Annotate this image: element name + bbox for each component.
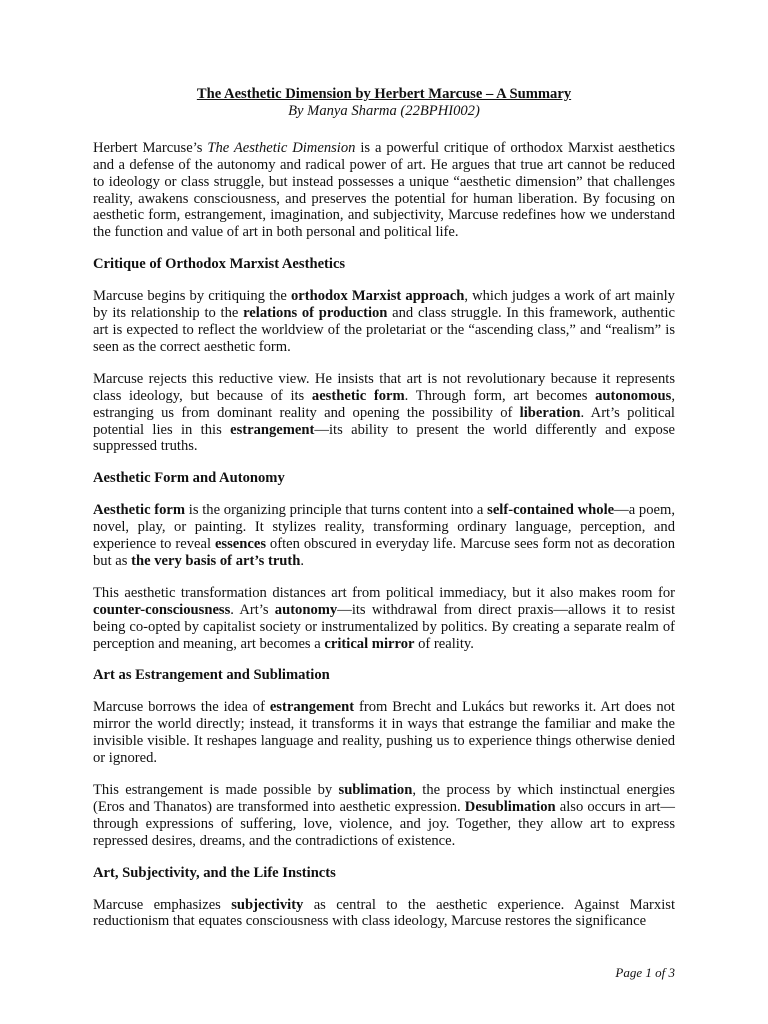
section-heading-estrangement: Art as Estrangement and Sublimation bbox=[93, 667, 330, 684]
text-run: Marcuse begins by critiquing the bbox=[93, 288, 291, 305]
text-run: Marcuse borrows the idea of bbox=[93, 699, 270, 716]
text-run: as central to the aesthetic experience. Against Marxist reductionism that equates consciousness with class ideology, Marcuse restores the significance bbox=[93, 896, 676, 930]
text-run: . Through form, art becomes bbox=[404, 387, 596, 404]
text-run: and class struggle. In this framework, authentic art is expected to reflect the worldview of the proletariat or the “ascending class,” and “realism” is seen as the correct aesthetic form. bbox=[93, 305, 675, 355]
text-run: often obscured in everyday life. Marcuse sees form not as decoration but as bbox=[93, 536, 675, 569]
intro-paragraph bbox=[93, 140, 675, 241]
text-run: of reality. bbox=[414, 635, 474, 652]
document-page bbox=[93, 86, 675, 945]
section-heading-subjectivity: Art, Subjectivity, and the Life Instincts bbox=[93, 864, 336, 881]
text-run: Marcuse rejects this reductive view. He insists that art is not revolutionary because it represents class ideology, but because of its bbox=[93, 370, 675, 404]
bold-term: self-contained whole bbox=[487, 502, 615, 519]
estrangement-paragraph-2 bbox=[93, 782, 675, 850]
section-heading-form: Aesthetic Form and Autonomy bbox=[93, 470, 285, 487]
bold-term: sublimation bbox=[338, 782, 413, 798]
text-run: . Art’s political potential lies in this bbox=[93, 404, 675, 438]
critique-paragraph-1 bbox=[93, 288, 675, 356]
text-run: from Brecht and Lukács but reworks it. Art does not mirror the world directly; instead, it transforms it in ways that estrange the familiar and make the invisible visible. It reshapes language and reality, pushing us to experience things otherwise denied or ignored. bbox=[93, 699, 675, 767]
critique-paragraph-2 bbox=[93, 371, 675, 456]
bold-term: Desublimation bbox=[464, 798, 556, 815]
text-run: is the organizing principle that turns content into a bbox=[185, 502, 488, 519]
bold-term: orthodox Marxist approach bbox=[291, 288, 465, 305]
book-title: The Aesthetic Dimension bbox=[207, 139, 356, 156]
text-run: , which judges a work of art mainly by its relationship to the bbox=[93, 288, 675, 322]
bold-term: essences bbox=[214, 536, 267, 553]
form-paragraph-1 bbox=[93, 502, 675, 570]
text-run: —a poem, novel, play, or painting. It stylizes reality, transforming ordinary language, perception, and experience to reveal bbox=[93, 502, 675, 553]
text-run: also occurs in art—through expressions of suffering, love, violence, and joy. Together, they allow art to express repressed desires, dreams, and the contradictions of existence. bbox=[93, 798, 675, 849]
bold-term: counter-consciousness bbox=[93, 601, 231, 618]
text-run: . bbox=[300, 552, 305, 569]
text-run: —its withdrawal from direct praxis—allows it to resist being co-opted by capitalist society or instrumentalized by politics. By creating a separate realm of perception and meaning, art becomes a bbox=[93, 601, 676, 652]
subjectivity-paragraph-1 bbox=[93, 897, 675, 931]
text-run: —its ability to present the world differently and expose suppressed truths. bbox=[93, 421, 675, 455]
text-run: Herbert Marcuse’s bbox=[93, 139, 208, 156]
estrangement-paragraph-1 bbox=[93, 699, 675, 767]
text-run: , the process by which instinctual energies (Eros and Thanatos) are transformed into aesthetic expression. bbox=[93, 782, 675, 815]
text-run: is a powerful critique of orthodox Marxist aesthetics and a defense of the autonomy and radical power of art. He argues that true art cannot be reduced to ideology or class struggle, but instead possesses a unique “aesthetic dimension” that challenges reality, awakens consciousness, and preserves the potential for human liberation. By focusing on aesthetic form, estrangement, imagination, and subjectivity, Marcuse redefines how we understand the function and value of art in both personal and political life. bbox=[93, 139, 675, 241]
bold-term: Aesthetic form bbox=[93, 502, 186, 519]
document-title: The Aesthetic Dimension by Herbert Marcuse – A Summary bbox=[196, 86, 572, 102]
document-author: By Manya Sharma (22BPHI002) bbox=[288, 102, 480, 119]
bold-term: estrangement bbox=[269, 699, 355, 716]
bold-term: aesthetic form bbox=[311, 387, 405, 404]
title-block bbox=[93, 86, 675, 120]
text-run: This estrangement is made possible by bbox=[93, 782, 339, 798]
bold-term: estrangement bbox=[230, 421, 315, 438]
section-heading-critique: Critique of Orthodox Marxist Aesthetics bbox=[93, 256, 346, 273]
bold-term: liberation bbox=[519, 404, 581, 421]
form-paragraph-2 bbox=[93, 585, 675, 653]
text-run: . Art’s bbox=[230, 601, 275, 618]
text-run: This aesthetic transformation distances art from political immediacy, but it also makes room for bbox=[93, 584, 675, 601]
bold-term: subjectivity bbox=[231, 896, 304, 913]
text-run: Marcuse emphasizes bbox=[93, 896, 232, 913]
bold-term: the very basis of art’s truth bbox=[131, 552, 301, 569]
bold-term: autonomy bbox=[274, 601, 338, 618]
page-number: Page 1 of 3 bbox=[615, 965, 675, 980]
text-run: , estranging us from dominant reality and opening the possibility of bbox=[93, 387, 675, 421]
bold-term: autonomous bbox=[595, 387, 672, 404]
bold-term: critical mirror bbox=[324, 635, 415, 652]
bold-term: relations of production bbox=[243, 305, 388, 322]
